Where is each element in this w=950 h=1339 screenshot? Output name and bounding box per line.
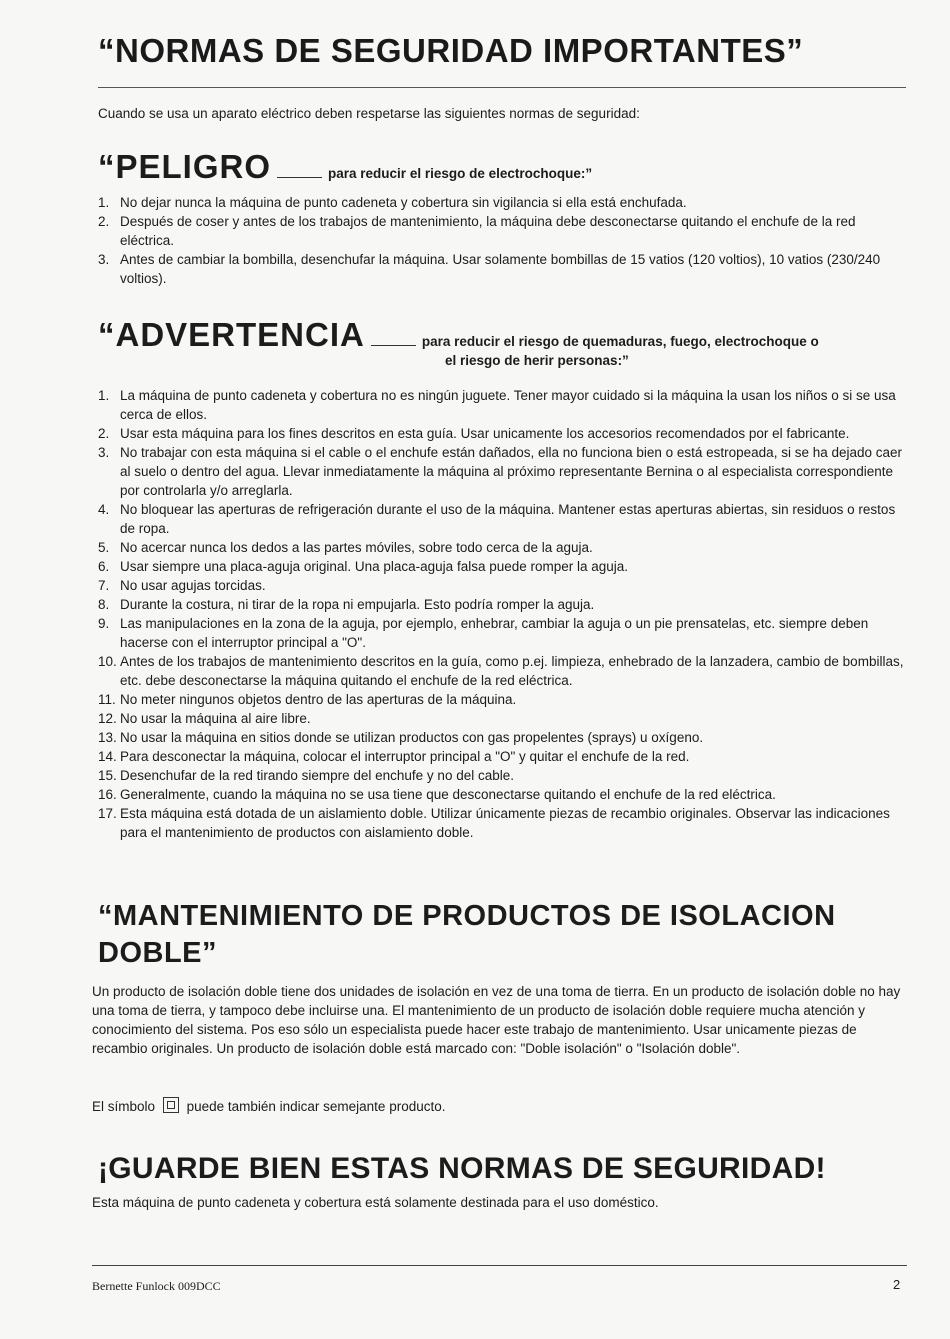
guarde-paragraph: Esta máquina de punto cadeneta y cobertura está solamente destinada para el uso doméstico. [92,1195,659,1210]
list-item [98,595,908,614]
item-number: 6. [98,559,110,574]
list-item [98,690,908,709]
item-text: No trabajar con esta máquina si el cable o el enchufe están dañados, ella no funciona bien o está estropeada, si se ha dejado caer al suelo o dentro del agua. Llevar inmediatamente la máquina al próximo representante Bernina o al especialista correspondiente por controlarla y/o arreglarla. [120,445,903,498]
peligro-subtitle: para reducir el riesgo de electrochoque:” [328,166,593,181]
advertencia-list [98,386,908,842]
item-text: Para desconectar la máquina, colocar el interruptor principal a "O" y quitar el enchufe de la red. [120,749,690,764]
item-text: No usar la máquina en sitios donde se utilizan productos con gas propelentes (sprays) u oxígeno. [120,730,704,745]
footer-model: Bernette Funlock 009DCC [92,1279,221,1293]
item-number: 1. [98,388,110,403]
item-number: 15. [98,768,117,783]
item-number: 4. [98,502,110,517]
item-number: 1. [98,195,110,210]
item-text: Generalmente, cuando la máquina no se usa tiene que desconectarse quitando el enchufe de la red eléctrica. [120,787,776,802]
list-item [98,747,908,766]
advertencia-subtitle-line1: para reducir el riesgo de quemaduras, fuego, electrochoque o [421,334,819,349]
footer-rule [92,1265,907,1266]
list-item [98,766,908,785]
item-number: 10. [98,654,117,669]
item-number: 13. [98,730,117,745]
item-number: 2. [98,426,110,441]
page-title: “NORMAS DE SEGURIDAD IMPORTANTES” [98,32,804,69]
item-number: 17. [98,806,117,821]
item-number: 8. [98,597,110,612]
list-item [98,500,908,538]
list-item [98,193,908,212]
list-item [98,709,908,728]
advertencia-heading: “ADVERTENCIA [98,316,365,353]
list-item [98,250,908,288]
item-text: No dejar nunca la máquina de punto cadeneta y cobertura sin vigilancia si ella está enchufada. [120,195,687,210]
item-number: 14. [98,749,117,764]
item-number: 3. [98,252,110,267]
mantenimiento-heading: “MANTENIMIENTO DE PRODUCTOS DE ISOLACION DOBLE” [98,900,836,969]
peligro-heading: “PELIGRO [98,148,272,185]
list-item [98,785,908,804]
peligro-list [98,193,908,288]
item-number: 5. [98,540,110,555]
symbol-line [92,1097,445,1114]
list-item [98,804,908,842]
advertencia-heading-row [98,316,819,368]
symbol-text-before: El símbolo [92,1099,156,1114]
item-number: 7. [98,578,110,593]
item-number: 12. [98,711,117,726]
guarde-heading: ¡GUARDE BIEN ESTAS NORMAS DE SEGURIDAD! [98,1152,826,1185]
item-text: Antes de cambiar la bombilla, desenchufar la máquina. Usar solamente bombillas de 15 vatios (120 voltios), 10 vatios (230/240 voltios). [120,252,881,286]
page-number: 2 [893,1277,901,1292]
intro-text: Cuando se usa un aparato eléctrico deben respetarse las siguientes normas de seguridad: [98,106,640,121]
item-text: No bloquear las aperturas de refrigeración durante el uso de la máquina. Mantener estas aperturas abiertas, sin residuos o restos de ropa. [120,502,896,536]
heading-rule [371,345,416,346]
list-item [98,212,908,250]
item-text: Las manipulaciones en la zona de la aguja, por ejemplo, enhebrar, cambiar la aguja o un pie prensatelas, etc. siempre deben hacerse con el interruptor principal a "O". [120,616,869,650]
peligro-heading-row [98,148,592,186]
item-text: No usar agujas torcidas. [120,578,266,593]
item-text: Durante la costura, ni tirar de la ropa ni empujarla. Esto podría romper la aguja. [120,597,595,612]
list-item [98,728,908,747]
list-item [98,652,908,690]
item-number: 2. [98,214,110,229]
list-item [98,424,908,443]
mantenimiento-paragraph: Un producto de isolación doble tiene dos unidades de isolación en vez de una toma de tierra. En un producto de isolación doble no hay una toma de tierra, y tampoco debe incluirse una. El mantenimiento de un producto de isolación doble requiere mucha atención y conocimiento del sistema. Pos eso sólo un especialista puede hacer este trabajo de mantenimiento. Usar unicamente piezas de recambio originales. Un producto de isolación doble está marcado con: "Doble isolación" o "Isolación doble". [92,984,901,1056]
heading-rule [277,177,322,178]
item-number: 3. [98,445,110,460]
item-text: Antes de los trabajos de mantenimiento descritos en la guía, como p.ej. limpieza, enhebrado de la lanzadera, cambio de bombillas, etc. debe desconectarse la máquina quitando el enchufe de la red eléctrica. [120,654,904,688]
list-item [98,576,908,595]
item-text: Usar siempre una placa-aguja original. Una placa-aguja falsa puede romper la aguja. [120,559,629,574]
item-text: No usar la máquina al aire libre. [120,711,311,726]
item-text: Usar esta máquina para los fines descritos en esta guía. Usar unicamente los accesorios recomendados por el fabricante. [120,426,850,441]
item-text: Esta máquina está dotada de un aislamiento doble. Utilizar únicamente piezas de recambio originales. Observar las indicaciones para el mantenimiento de productos con aislamiento doble. [120,806,890,840]
list-item [98,557,908,576]
item-text: Desenchufar de la red tirando siempre del enchufe y no del cable. [120,768,514,783]
list-item [98,443,908,500]
list-item [98,386,908,424]
item-text: No meter ningunos objetos dentro de las aperturas de la máquina. [120,692,517,707]
item-number: 16. [98,787,117,802]
list-item [98,614,908,652]
advertencia-subtitle-line2: el riesgo de herir personas:” [445,353,629,368]
item-number: 11. [98,692,116,707]
item-text: No acercar nunca los dedos a las partes móviles, sobre todo cerca de la aguja. [120,540,593,555]
list-item [98,538,908,557]
title-rule [98,87,906,88]
symbol-text-after: puede también indicar semejante producto. [186,1099,446,1114]
double-insulation-icon [163,1097,179,1113]
item-number: 9. [98,616,110,631]
item-text: La máquina de punto cadeneta y cobertura no es ningún juguete. Tener mayor cuidado si la máquina la usan los niños o si se usa cerca de ellos. [120,388,896,422]
item-text: Después de coser y antes de los trabajos de mantenimiento, la máquina debe desconectarse quitando el enchufe de la red eléctrica. [120,214,856,248]
